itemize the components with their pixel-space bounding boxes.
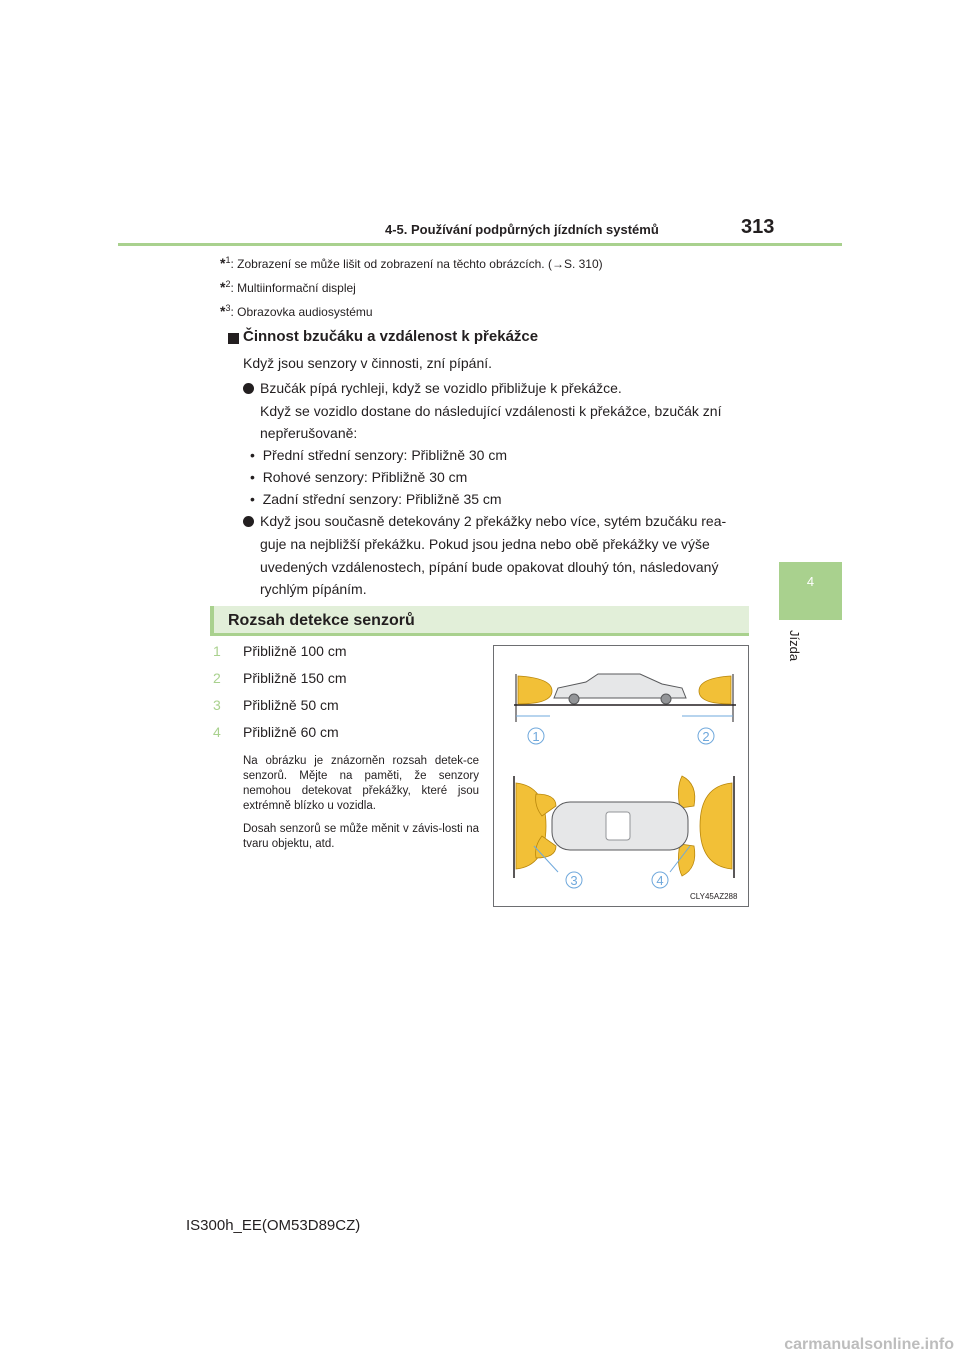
header-rule — [118, 243, 842, 246]
rear-detection-zone — [518, 676, 552, 704]
sub-item-text: Zadní střední senzory: Přibližně 35 cm — [262, 491, 502, 507]
detection-heading: Rozsah detekce senzorů — [228, 612, 415, 629]
footnote-3 — [220, 303, 373, 319]
front-detection-zone — [699, 676, 731, 704]
footnote-sup: 2 — [225, 279, 231, 289]
footnote-mark: * — [220, 303, 226, 319]
bullet-icon — [243, 383, 254, 394]
footnote-text: : Obrazovka audiosystému — [230, 305, 373, 319]
chapter-tab-number: 4 — [806, 574, 815, 589]
bullet2-line2: guje na nejbližší překážku. Pokud jsou jedna nebo obě překážky ve výše — [260, 536, 710, 552]
footnote-1 — [220, 255, 603, 271]
sub-item-text: Přední střední senzory: Přibližně 30 cm — [262, 447, 508, 463]
car-roof — [606, 812, 630, 840]
section-square-icon — [228, 333, 239, 344]
front-center-zone — [700, 783, 732, 869]
footnote-sup: 3 — [225, 303, 231, 313]
item-text: Přibližně 150 cm — [243, 670, 347, 686]
footnote-mark: * — [220, 279, 226, 295]
item-number: 4 — [213, 724, 221, 740]
item-number: 2 — [213, 670, 221, 686]
wheel — [661, 694, 671, 704]
item-text: Přibližně 100 cm — [243, 643, 347, 659]
front-corner-zone — [678, 776, 694, 808]
figure-code: CLY45AZ288 — [690, 892, 738, 901]
footnote-text: : Zobrazení se může lišit od zobrazení na těchto obrázcích. (→S. 310) — [230, 257, 603, 271]
callout-2-label: 2 — [702, 729, 710, 744]
page-number: 313 — [741, 216, 775, 238]
bullet2-line3: uvedených vzdálenostech, pípání bude opakovat dlouhý tón, následovaný — [260, 559, 719, 575]
footnote-mark: * — [220, 255, 226, 271]
sensor-range-diagram — [494, 646, 748, 906]
bullet1-line3: nepřerušovaně: — [260, 425, 358, 441]
note-paragraph-1: Na obrázku je znázorněn rozsah detek-ce senzorů. Mějte na paměti, že senzory nemohou detekovat překážky, které jsou extrémně blízko u vozidla. — [243, 755, 479, 812]
footnote-sup: 1 — [225, 255, 231, 265]
sub-item: • Zadní střední senzory: Přibližně 35 cm — [250, 491, 502, 507]
callout-3-label: 3 — [570, 873, 578, 888]
bullet2-line4: rychlým pípáním. — [260, 581, 367, 597]
sub-item: • Přední střední senzory: Přibližně 30 cm — [250, 447, 508, 463]
bullet2-line1: Když jsou současně detekovány 2 překážky nebo více, sytém bzučáku rea- — [260, 513, 727, 529]
footnote-text: : Multiinformační displej — [230, 281, 356, 295]
bullet1-line1: Bzučák pípá rychleji, když se vozidlo přibližuje k překážce. — [260, 380, 622, 396]
chapter-tab-label: Jízda — [787, 630, 802, 662]
bullet-icon — [243, 516, 254, 527]
chapter-tab[interactable] — [779, 562, 842, 620]
footer-model: IS300h_EE(OM53D89CZ) — [186, 1217, 361, 1234]
sub-item-text: Rohové senzory: Přibližně 30 cm — [262, 469, 468, 485]
header-title: 4-5. Používání podpůrných jízdních systémů — [385, 222, 659, 237]
front-corner-zone — [678, 844, 694, 876]
sensor-range-figure — [493, 645, 749, 907]
item-text: Přibližně 50 cm — [243, 697, 339, 713]
section-intro: Když jsou senzory v činnosti, zní pípání. — [243, 355, 493, 371]
footnote-2 — [220, 279, 356, 295]
item-number: 3 — [213, 697, 221, 713]
callout-1-label: 1 — [532, 729, 540, 744]
note-paragraph-2: Dosah senzorů se může měnit v závis-losti na tvaru objektu, atd. — [243, 823, 479, 850]
wheel — [569, 694, 579, 704]
callout-4-label: 4 — [656, 873, 664, 888]
watermark: carmanualsonline.info — [784, 1336, 954, 1353]
item-number: 1 — [213, 643, 221, 659]
item-text: Přibližně 60 cm — [243, 724, 339, 740]
section-heading: Činnost bzučáku a vzdálenost k překážce — [243, 328, 539, 345]
bullet1-line2: Když se vozidlo dostane do následující vzdálenosti k překážce, bzučák zní — [260, 403, 722, 419]
sub-item: • Rohové senzory: Přibližně 30 cm — [250, 469, 468, 485]
